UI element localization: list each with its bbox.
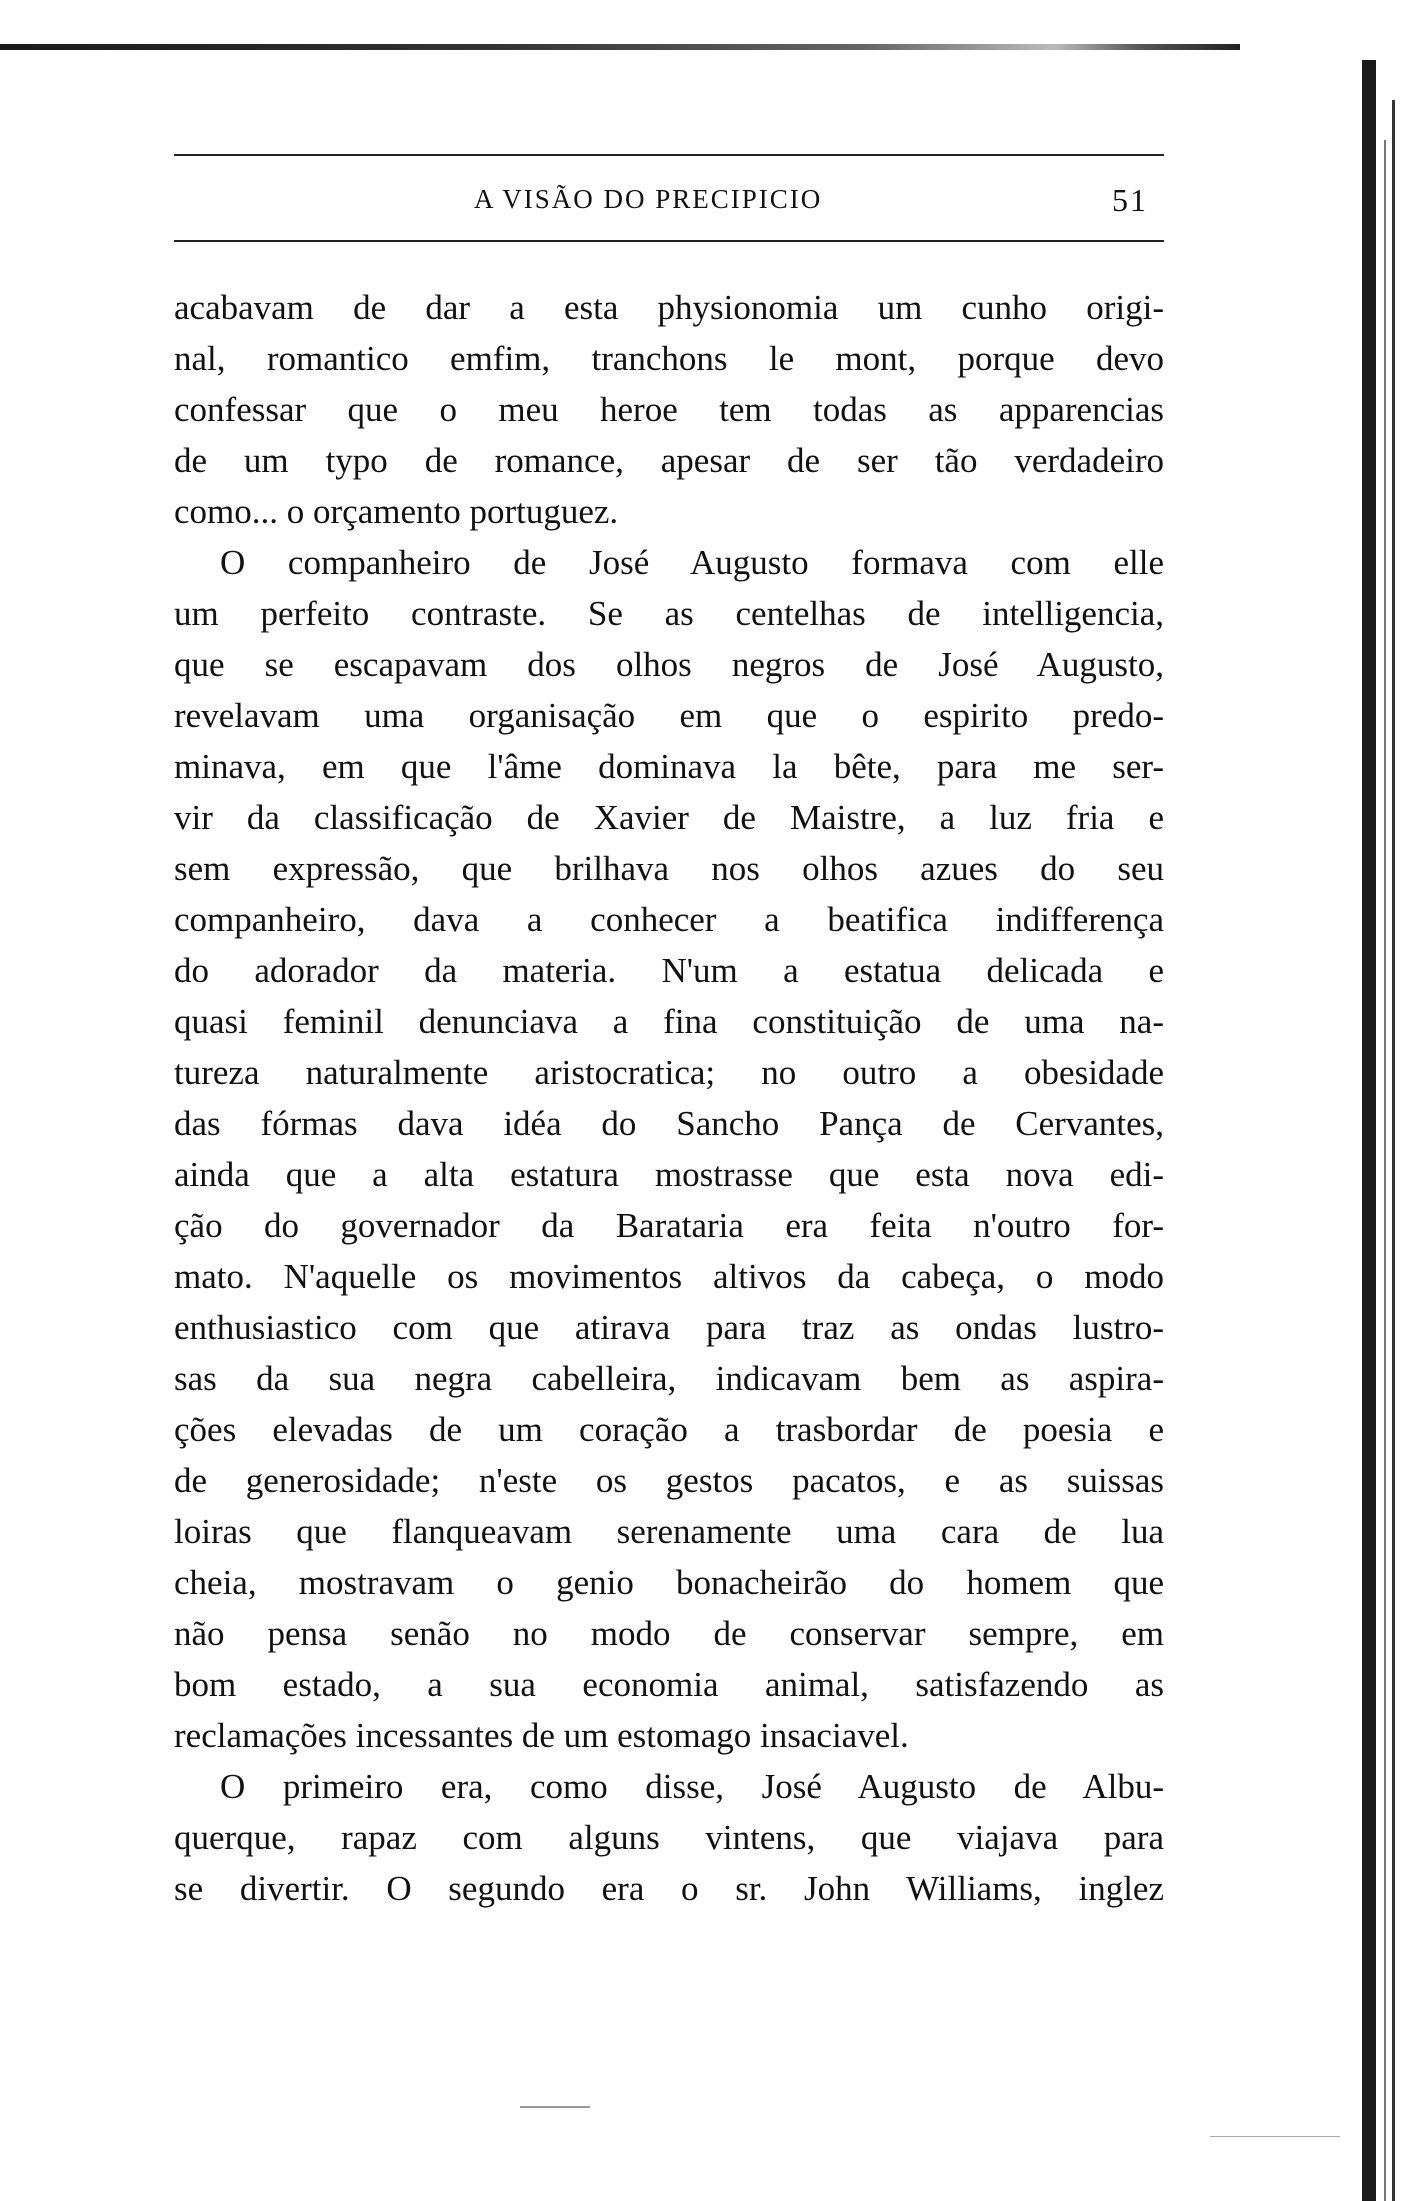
text-line: bom estado, a sua economia animal, satisfazendo as: [174, 1665, 1164, 1704]
text-line: do adorador da materia. N'um a estatua delicada e: [174, 951, 1164, 990]
text-line: ção do governador da Barataria era feita n'outro for-: [174, 1206, 1164, 1245]
scan-line-right-inner: [1384, 140, 1386, 2201]
text-line: de um typo de romance, apesar de ser tão verdadeiro: [174, 441, 1164, 480]
text-line: minava, em que l'âme dominava la bête, para me ser-: [174, 747, 1164, 786]
text-line: companheiro, dava a conhecer a beatifica indifferença: [174, 900, 1164, 939]
text-line: O companheiro de José Augusto formava com elle: [220, 543, 1164, 582]
scan-edge-right: [1362, 60, 1376, 2201]
text-line: revelavam uma organisação em que o espirito predo-: [174, 696, 1164, 735]
footer-smudge: [520, 2106, 590, 2108]
text-line: um perfeito contraste. Se as centelhas de intelligencia,: [174, 594, 1164, 633]
text-line: das fórmas dava idéa do Sancho Pança de Cervantes,: [174, 1104, 1164, 1143]
header-rule-bottom: [174, 240, 1164, 242]
header-rule-top: [174, 154, 1164, 156]
footer-smudge-right: [1210, 2136, 1340, 2137]
text-line: nal, romantico emfim, tranchons le mont, porque devo: [174, 339, 1164, 378]
text-line: se divertir. O segundo era o sr. John Williams, inglez: [174, 1869, 1164, 1908]
running-head: [174, 178, 1174, 222]
running-head-title: A VISÃO DO PRECIPICIO: [474, 184, 823, 214]
text-line: confessar que o meu heroe tem todas as apparencias: [174, 390, 1164, 429]
page-number: 51: [1112, 182, 1148, 218]
text-line: que se escapavam dos olhos negros de José Augusto,: [174, 645, 1164, 684]
scan-line-right: [1392, 100, 1395, 2201]
text-line: sem expressão, que brilhava nos olhos azues do seu: [174, 849, 1164, 888]
text-line: tureza naturalmente aristocratica; no outro a obesidade: [174, 1053, 1164, 1092]
text-line: não pensa senão no modo de conservar sempre, em: [174, 1614, 1164, 1653]
text-line: vir da classificação de Xavier de Maistre, a luz fria e: [174, 798, 1164, 837]
text-line: quasi feminil denunciava a fina constituição de uma na-: [174, 1002, 1164, 1041]
text-line: querque, rapaz com alguns vintens, que viajava para: [174, 1818, 1164, 1857]
text-line: ções elevadas de um coração a trasbordar de poesia e: [174, 1410, 1164, 1449]
text-line: O primeiro era, como disse, José Augusto de Albu-: [220, 1767, 1164, 1806]
text-line: sas da sua negra cabelleira, indicavam bem as aspira-: [174, 1359, 1164, 1398]
text-line: como... o orçamento portuguez.: [174, 492, 619, 531]
text-line: reclamações incessantes de um estomago insaciavel.: [174, 1716, 909, 1755]
text-line: ainda que a alta estatura mostrasse que esta nova edi-: [174, 1155, 1164, 1194]
body-text: [174, 282, 1164, 1914]
text-line: acabavam de dar a esta physionomia um cunho origi-: [174, 288, 1164, 327]
text-line: de generosidade; n'este os gestos pacatos, e as suissas: [174, 1461, 1164, 1500]
text-line: mato. N'aquelle os movimentos altivos da cabeça, o modo: [174, 1257, 1164, 1296]
text-line: cheia, mostravam o genio bonacheirão do homem que: [174, 1563, 1164, 1602]
scan-edge-top: [0, 44, 1240, 50]
text-line: enthusiastico com que atirava para traz as ondas lustro-: [174, 1308, 1164, 1347]
text-line: loiras que flanqueavam serenamente uma cara de lua: [174, 1512, 1164, 1551]
